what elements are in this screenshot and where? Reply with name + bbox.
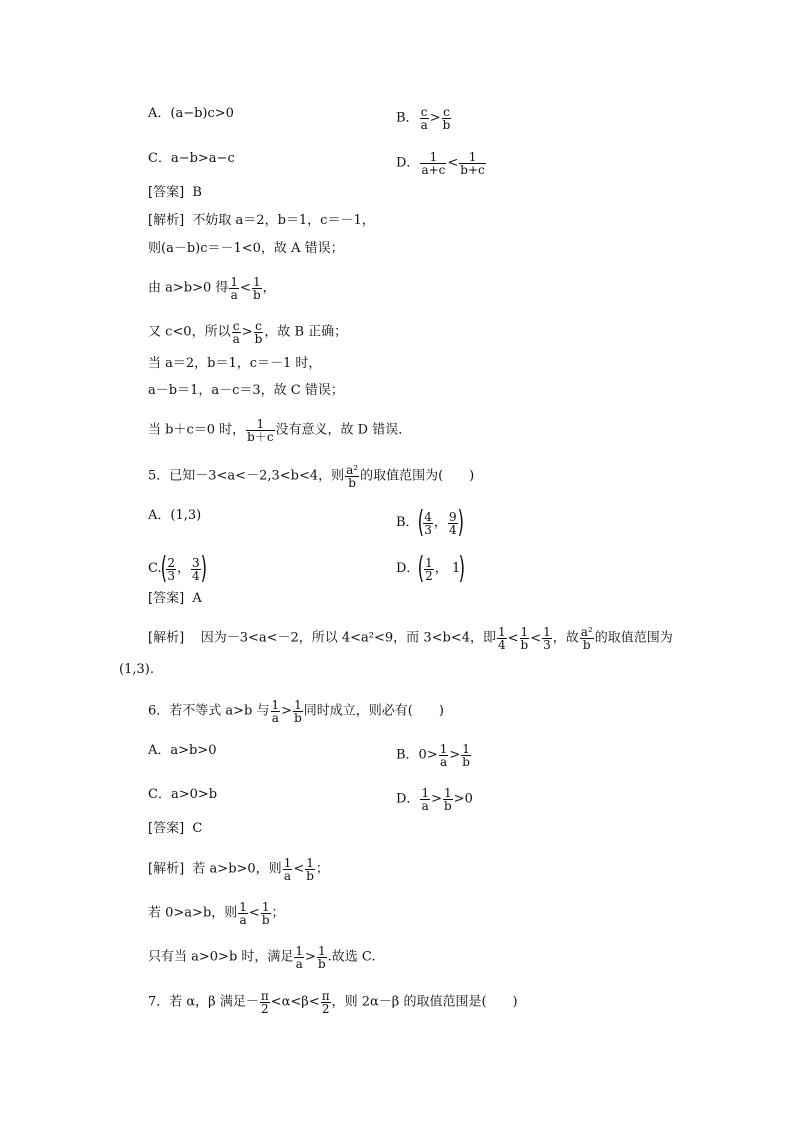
- fraction: $\frac{1}{b+c}$: [460, 150, 485, 177]
- analysis-label: [解析]: [148, 213, 185, 228]
- fraction: $\frac{4}{3}$: [424, 509, 432, 537]
- fraction: $\frac{1}{b+c}$: [247, 417, 274, 444]
- q4-analysis-line-1: [解析] 不妨取 a＝2，b＝1，c＝－1，: [148, 213, 375, 228]
- answer-label: [答案]: [148, 185, 185, 200]
- fraction: $\frac{1}{b}$: [306, 856, 314, 883]
- analysis-label: [解析]: [148, 861, 185, 877]
- right-paren: ): [457, 505, 464, 540]
- q6-analysis-line-1: [解析] 若 a>b>0，则 $\frac{1}{a}$ < $\frac{1}{b}$ ；: [148, 856, 329, 883]
- relation: >: [429, 110, 441, 126]
- fraction: $\frac{1}{b}$: [261, 900, 270, 927]
- fraction: $\frac{1}{b}$: [520, 625, 529, 652]
- right-paren: ): [458, 551, 466, 586]
- fraction: $\frac{\pi}{2}$: [321, 989, 330, 1016]
- analysis-label: [解析]: [148, 630, 185, 646]
- fraction: $\frac{1}{b}$: [443, 786, 452, 813]
- q6-option-a: A．a>b>0: [148, 743, 217, 758]
- q5-analysis-line-2: (1,3).: [119, 662, 154, 677]
- fraction: $\frac{1}{a}$: [239, 900, 247, 927]
- fraction: $\frac{c}{a}$: [232, 319, 240, 346]
- q6-analysis-line-3: 只有当 a>0>b 时，满足 $\frac{1}{a}$ > $\frac{1}{b}$ .故选 C.: [148, 944, 376, 971]
- q6-option-d: D． $\frac{1}{a}$ > $\frac{1}{b}$ >0: [396, 786, 473, 813]
- q6-answer: [148, 821, 202, 838]
- fraction: $\frac{1}{a}$: [230, 275, 239, 302]
- q4-analysis-line-5: 当 a＝2，b＝1，c＝－1 时，: [148, 356, 322, 371]
- q5-option-d: D．( $\frac{1}{2}$ ， 1): [396, 551, 466, 586]
- answer-label: [答案]: [148, 821, 185, 836]
- left-paren: (: [418, 551, 425, 586]
- q7-stem: 7．若 α，β 满足－ $\frac{\pi}{2}$ <α<β< $\frac{\pi}{2}$ ，则 2α－β 的取值范围是( ): [148, 989, 518, 1016]
- fraction: $\frac{1}{a}$: [295, 944, 304, 971]
- q4-option-d: [396, 151, 487, 176]
- q4-option-b: [396, 106, 452, 131]
- answer-value: A: [192, 591, 202, 606]
- fraction: $\frac{1}{b}$: [462, 742, 470, 769]
- fraction: $\frac{1}{a+c}$: [421, 150, 446, 177]
- fraction: $\frac{2}{3}$: [167, 555, 175, 583]
- answer-value: C: [192, 821, 203, 836]
- q6-stem: 6．若不等式 a>b 与 $\frac{1}{a}$ > $\frac{1}{b}$ 同时成立，则必有( ): [148, 698, 444, 725]
- fraction: $\frac{1}{b}$: [252, 275, 261, 302]
- right-paren: ): [200, 551, 207, 586]
- fraction: $\frac{9}{4}$: [448, 509, 457, 537]
- left-paren: (: [160, 551, 167, 586]
- q4-analysis-line-3: 由 a>b>0 得 $\frac{1}{a}$ < $\frac{1}{b}$ ，: [148, 275, 276, 302]
- q6-option-b: B．0> $\frac{1}{a}$ > $\frac{1}{b}$: [396, 742, 470, 769]
- q5-option-b: B．( $\frac{4}{3}$ ， $\frac{9}{4}$ ): [396, 505, 464, 540]
- left-paren: (: [417, 505, 424, 540]
- q6-option-c: C．a>0>b: [148, 787, 218, 802]
- fraction: $\frac{1}{a}$: [283, 856, 292, 883]
- q4-option-a: A．(a−b)c>0: [148, 106, 234, 121]
- fraction: $\frac{1}{a}$: [421, 786, 430, 813]
- relation: <: [447, 155, 459, 171]
- fraction: $\frac{1}{a}$: [271, 698, 280, 725]
- q4-analysis-line-4: 又 c<0，所以 $\frac{c}{a}$ > $\frac{c}{b}$ ，故 B 正确；: [148, 319, 348, 346]
- fraction: $\frac{c}{b}$: [254, 319, 263, 346]
- fraction: $\frac{\text{a²}}{b}$: [346, 463, 359, 490]
- fraction: $\frac{1}{b}$: [317, 944, 326, 971]
- q4-answer: [148, 185, 202, 202]
- q5-answer: [148, 591, 202, 608]
- q5-option-c: C.( $\frac{2}{3}$ ， $\frac{3}{4}$ ): [148, 551, 207, 586]
- answer-label: [答案]: [148, 591, 185, 606]
- fraction: $\frac{\pi}{2}$: [260, 989, 269, 1016]
- q4-analysis-line-2: 则(a－b)c＝－1<0，故 A 错误；: [148, 241, 344, 256]
- fraction: $\frac{c}{b}$: [442, 105, 451, 132]
- fraction: $\frac{1}{3}$: [543, 625, 551, 652]
- fraction: $\frac{1}{a}$: [439, 742, 448, 769]
- fraction: $\frac{1}{4}$: [497, 625, 506, 652]
- q5-option-a: A．(1,3): [148, 508, 202, 523]
- q5-stem: 5．已知－3<a<－2,3<b<4，则 $\frac{\text{a²}}{b}$ 的取值范围为( ): [148, 463, 475, 490]
- q6-analysis-line-2: 若 0>a>b，则 $\frac{1}{a}$ < $\frac{1}{b}$ ；: [148, 900, 285, 927]
- q4-option-c: C．a−b>a−c: [148, 151, 235, 166]
- fraction: $\frac{\text{a²}}{b}$: [580, 625, 593, 652]
- fraction: $\frac{3}{4}$: [192, 555, 200, 583]
- answer-value: B: [192, 185, 202, 200]
- q5-analysis-line-1: [解析] 因为－3<a<－2，所以 4<a²<9，而 3<b<4，即 $\frac{1}{4}$ < $\frac{1}{b}$ < $\frac{1}{3}$ ，故 $\frac{\text{a²}}{b}$ 的取值范围为: [148, 625, 673, 652]
- option-prefix: B．: [396, 110, 419, 126]
- q4-analysis-line-7: 当 b＋c＝0 时， $\frac{1}{b+c}$ 没有意义，故 D 错误．: [148, 417, 412, 444]
- option-prefix: D．: [396, 155, 420, 171]
- fraction: $\frac{1}{b}$: [294, 698, 302, 725]
- q4-analysis-line-6: a－b＝1，a－c＝3，故 C 错误；: [148, 383, 344, 398]
- fraction: $\frac{c}{a}$: [420, 105, 428, 132]
- fraction: $\frac{1}{2}$: [425, 555, 433, 583]
